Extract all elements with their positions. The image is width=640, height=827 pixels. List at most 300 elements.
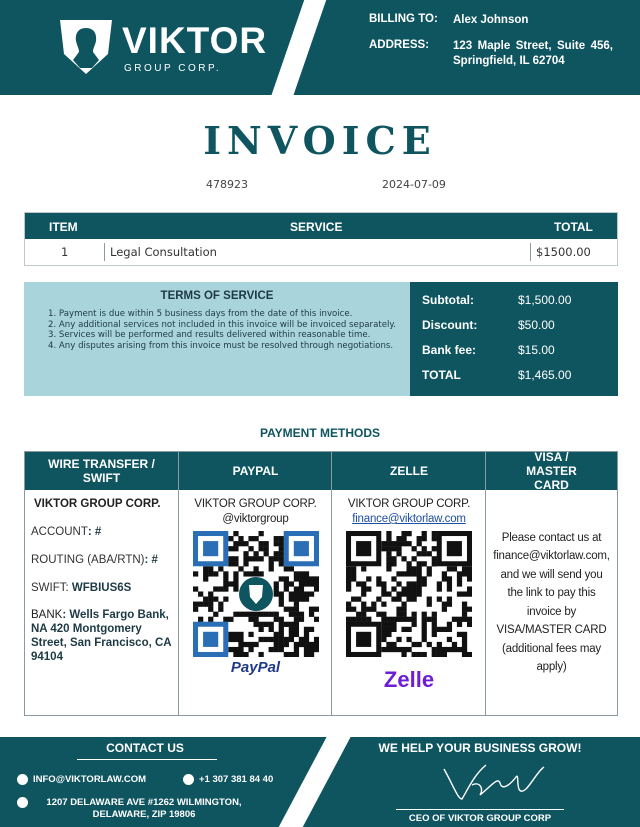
qr-module (228, 561, 233, 566)
qr-module (308, 576, 313, 581)
zelle-email-link[interactable]: finance@viktorlaw.com (352, 513, 466, 525)
qr-module (401, 541, 406, 546)
qr-module (208, 617, 213, 622)
qr-module (248, 571, 253, 576)
qr-module (457, 591, 462, 596)
qr-finder (356, 632, 371, 647)
qr-module (462, 591, 467, 596)
qr-module (303, 652, 308, 657)
subtotal-label: Subtotal: (422, 293, 474, 307)
qr-module (268, 637, 273, 642)
qr-module (288, 566, 293, 571)
qr-module (273, 586, 278, 591)
service-name: Legal Consultation (110, 245, 217, 259)
qr-module (391, 627, 396, 632)
qr-module (386, 546, 391, 551)
qr-module (447, 627, 452, 632)
qr-module (396, 581, 401, 586)
qr-module (457, 617, 462, 622)
qr-module (386, 617, 391, 622)
qr-module (248, 617, 253, 622)
qr-module (346, 581, 351, 586)
qr-module (366, 576, 371, 581)
invoice-header (0, 0, 640, 95)
qr-module (381, 647, 386, 652)
visa-header: VISA / MASTER CARD (526, 450, 577, 492)
qr-module (401, 652, 406, 657)
qr-module (233, 652, 238, 657)
qr-module (396, 546, 401, 551)
qr-module (278, 627, 283, 632)
qr-module (288, 622, 293, 627)
qr-module (361, 586, 366, 591)
bank-value: : Wells Fargo Bank, NA 420 Montgomery Street, San Francisco, CA 94104 (31, 609, 172, 663)
qr-module (258, 546, 263, 551)
contact-title: CONTACT US (106, 741, 184, 755)
qr-module (278, 602, 283, 607)
qr-module (412, 642, 417, 647)
qr-module (278, 632, 283, 637)
qr-module (422, 632, 427, 637)
qr-module (193, 586, 198, 591)
qr-module (313, 637, 318, 642)
qr-module (401, 571, 406, 576)
account-line (31, 526, 101, 538)
qr-module (278, 561, 283, 566)
qr-module (253, 566, 258, 571)
qr-module (391, 556, 396, 561)
qr-module (233, 561, 238, 566)
qr-module (298, 591, 303, 596)
account-value: : # (87, 526, 102, 538)
qr-module (396, 647, 401, 652)
qr-module (447, 637, 452, 642)
qr-module (406, 571, 411, 576)
qr-module (228, 581, 233, 586)
qr-module (381, 637, 386, 642)
qr-module (303, 571, 308, 576)
qr-module (233, 586, 238, 591)
qr-module (452, 642, 457, 647)
qr-module (268, 561, 273, 566)
qr-module (432, 647, 437, 652)
qr-module (437, 652, 442, 657)
qr-module (422, 617, 427, 622)
qr-module (228, 536, 233, 541)
qr-module (253, 556, 258, 561)
qr-module (467, 607, 472, 612)
visa-text: Please contact us at finance@viktorlaw.com, and we will send you the link to pay this invoice by VISA/MASTER CARD (additional fees may apply) (493, 531, 610, 673)
qr-module (303, 597, 308, 602)
qr-module (218, 607, 223, 612)
qr-module (218, 586, 223, 591)
footer-email[interactable]: INFO@VIKTORLAW.COM (33, 774, 147, 785)
qr-module (422, 637, 427, 642)
qr-module (386, 541, 391, 546)
qr-module (268, 612, 273, 617)
qr-module (253, 536, 258, 541)
qr-module (278, 647, 283, 652)
paypal-handle: @viktorgroup (222, 513, 289, 525)
routing-value: : # (144, 554, 158, 566)
qr-module (432, 536, 437, 541)
qr-module (427, 642, 432, 647)
qr-module (381, 591, 386, 596)
zelle-header: ZELLE (390, 464, 428, 478)
qr-module (263, 612, 268, 617)
qr-module (432, 556, 437, 561)
qr-module (273, 647, 278, 652)
qr-module (406, 597, 411, 602)
qr-module (243, 642, 248, 647)
qr-module (278, 541, 283, 546)
qr-module (223, 597, 228, 602)
email-icon (17, 774, 28, 785)
qr-module (273, 581, 278, 586)
qr-module (313, 647, 318, 652)
qr-module (303, 647, 308, 652)
qr-module (346, 617, 351, 622)
qr-module (467, 566, 472, 571)
qr-module (213, 586, 218, 591)
qr-module (452, 617, 457, 622)
qr-module (293, 607, 298, 612)
qr-module (238, 647, 243, 652)
list-item: 4. Any disputes arising from this invoice must be resolved through negotiations. (48, 340, 394, 351)
qr-module (303, 581, 308, 586)
qr-module (371, 602, 376, 607)
qr-module (437, 642, 442, 647)
qr-module (258, 627, 263, 632)
bankfee-value: $15.00 (518, 343, 555, 357)
qr-module (432, 627, 437, 632)
qr-module (228, 637, 233, 642)
qr-module (417, 551, 422, 556)
qr-module (278, 642, 283, 647)
discount-value: $50.00 (518, 318, 555, 332)
payment-header-row (25, 452, 617, 490)
qr-module (457, 622, 462, 627)
qr-module (313, 642, 318, 647)
qr-module (243, 571, 248, 576)
zelle-qr-code[interactable] (346, 531, 472, 657)
paypal-qr-code[interactable] (193, 531, 319, 657)
qr-module (457, 576, 462, 581)
qr-module (356, 617, 361, 622)
qr-module (263, 541, 268, 546)
qr-module (283, 637, 288, 642)
qr-module (391, 642, 396, 647)
qr-module (198, 617, 203, 622)
qr-module (308, 607, 313, 612)
qr-module (462, 642, 467, 647)
qr-module (467, 622, 472, 627)
qr-module (238, 637, 243, 642)
qr-module (293, 571, 298, 576)
qr-module (366, 607, 371, 612)
qr-module (361, 566, 366, 571)
qr-module (278, 597, 283, 602)
qr-module (417, 541, 422, 546)
qr-module (278, 551, 283, 556)
qr-module (288, 652, 293, 657)
qr-module (351, 576, 356, 581)
qr-module (198, 591, 203, 596)
qr-module (422, 581, 427, 586)
qr-module (381, 581, 386, 586)
qr-module (298, 617, 303, 622)
qr-module (467, 586, 472, 591)
qr-finder (203, 541, 218, 556)
qr-module (371, 607, 376, 612)
qr-module (233, 541, 238, 546)
qr-module (248, 536, 253, 541)
bankfee-label: Bank fee: (422, 343, 477, 357)
qr-module (447, 602, 452, 607)
qr-module (452, 566, 457, 571)
qr-module (283, 642, 288, 647)
qr-module (437, 586, 442, 591)
qr-module (203, 602, 208, 607)
qr-module (293, 612, 298, 617)
qr-module (313, 617, 318, 622)
qr-module (381, 541, 386, 546)
qr-module (396, 541, 401, 546)
qr-module (351, 607, 356, 612)
qr-module (386, 561, 391, 566)
qr-module (442, 571, 447, 576)
qr-module (366, 586, 371, 591)
qr-module (417, 642, 422, 647)
cell-divider (104, 243, 105, 261)
qr-module (248, 612, 253, 617)
qr-module (406, 541, 411, 546)
signature-line (396, 809, 564, 810)
qr-module (288, 607, 293, 612)
qr-module (351, 566, 356, 571)
qr-module (376, 612, 381, 617)
qr-module (432, 632, 437, 637)
qr-module (278, 591, 283, 596)
items-table (24, 212, 618, 266)
qr-module (417, 586, 422, 591)
qr-module (273, 536, 278, 541)
qr-module (391, 622, 396, 627)
qr-module (381, 586, 386, 591)
qr-module (223, 586, 228, 591)
qr-module (263, 551, 268, 556)
qr-module (258, 556, 263, 561)
qr-module (462, 612, 467, 617)
qr-module (253, 622, 258, 627)
qr-module (427, 617, 432, 622)
qr-module (417, 536, 422, 541)
qr-module (233, 647, 238, 652)
qr-finder (293, 541, 308, 556)
qr-module (386, 647, 391, 652)
viktor-shield-icon (56, 16, 116, 76)
qr-module (462, 602, 467, 607)
qr-module (462, 607, 467, 612)
swift-line (31, 582, 131, 594)
qr-module (273, 591, 278, 596)
payment-methods-table (24, 451, 618, 716)
qr-module (366, 617, 371, 622)
subtotal-value: $1,500.00 (518, 293, 572, 307)
qr-module (427, 571, 432, 576)
qr-module (401, 612, 406, 617)
qr-module (233, 531, 238, 536)
qr-module (228, 617, 233, 622)
qr-module (396, 591, 401, 596)
invoice-footer (0, 737, 640, 827)
qr-module (432, 612, 437, 617)
qr-module (417, 571, 422, 576)
qr-module (193, 571, 198, 576)
qr-module (401, 536, 406, 541)
qr-module (422, 576, 427, 581)
qr-module (346, 566, 351, 571)
qr-module (278, 622, 283, 627)
qr-module (381, 632, 386, 637)
qr-module (406, 647, 411, 652)
qr-module (248, 642, 253, 647)
qr-module (422, 546, 427, 551)
qr-module (253, 617, 258, 622)
qr-module (273, 642, 278, 647)
qr-module (293, 627, 298, 632)
qr-module (203, 597, 208, 602)
qr-module (447, 647, 452, 652)
qr-module (432, 617, 437, 622)
qr-module (361, 612, 366, 617)
qr-module (298, 586, 303, 591)
qr-module (406, 531, 411, 536)
qr-module (293, 586, 298, 591)
qr-finder (356, 541, 371, 556)
qr-module (391, 617, 396, 622)
qr-module (447, 581, 452, 586)
item-number: 1 (61, 245, 69, 259)
qr-module (412, 566, 417, 571)
qr-module (303, 576, 308, 581)
qr-module (462, 617, 467, 622)
qr-module (412, 571, 417, 576)
ceo-signature (440, 759, 550, 805)
item-total: $1500.00 (536, 245, 591, 259)
qr-module (248, 556, 253, 561)
qr-module (253, 551, 258, 556)
qr-module (396, 612, 401, 617)
qr-module (346, 576, 351, 581)
qr-module (462, 632, 467, 637)
header-divider-stripe (266, 0, 329, 95)
qr-module (406, 627, 411, 632)
qr-module (268, 622, 273, 627)
qr-module (427, 602, 432, 607)
qr-module (467, 571, 472, 576)
billing-to-value: Alex Johnson (453, 14, 529, 26)
item-column-header: ITEM (49, 220, 78, 234)
account-label: ACCOUNT (31, 526, 88, 538)
qr-module (308, 652, 313, 657)
qr-module (417, 561, 422, 566)
list-item: 3. Services will be performed and results delivered within reasonable time. (48, 330, 371, 341)
qr-module (386, 556, 391, 561)
qr-module (462, 652, 467, 657)
qr-module (293, 642, 298, 647)
qr-module (452, 647, 457, 652)
qr-module (422, 612, 427, 617)
qr-module (223, 571, 228, 576)
qr-module (442, 607, 447, 612)
qr-module (203, 571, 208, 576)
qr-module (406, 586, 411, 591)
qr-module (298, 637, 303, 642)
qr-module (193, 602, 198, 607)
qr-module (238, 612, 243, 617)
qr-module (391, 586, 396, 591)
qr-module (442, 576, 447, 581)
qr-module (283, 566, 288, 571)
qr-module (203, 566, 208, 571)
qr-module (278, 556, 283, 561)
qr-module (243, 612, 248, 617)
qr-module (386, 536, 391, 541)
qr-module (381, 546, 386, 551)
qr-module (223, 581, 228, 586)
qr-module (303, 591, 308, 596)
qr-module (298, 642, 303, 647)
footer-phone[interactable]: +1 307 381 84 40 (199, 774, 274, 785)
qr-module (243, 541, 248, 546)
qr-module (288, 637, 293, 642)
qr-module (386, 622, 391, 627)
qr-module (293, 622, 298, 627)
qr-module (278, 617, 283, 622)
qr-module (361, 607, 366, 612)
list-item: 2. Any additional services not included in this invoice will be invoiced separately. (48, 319, 396, 330)
qr-module (263, 546, 268, 551)
qr-module (412, 546, 417, 551)
qr-module (253, 571, 258, 576)
qr-module (213, 612, 218, 617)
qr-module (303, 627, 308, 632)
qr-module (422, 536, 427, 541)
qr-module (401, 607, 406, 612)
qr-module (298, 612, 303, 617)
qr-module (346, 607, 351, 612)
qr-module (381, 622, 386, 627)
qr-module (437, 581, 442, 586)
qr-module (356, 597, 361, 602)
company-subtitle: GROUP CORP. (124, 63, 222, 74)
qr-module (401, 531, 406, 536)
qr-finder (447, 541, 462, 556)
billing-info (369, 13, 619, 65)
qr-module (406, 581, 411, 586)
service-column-header: SERVICE (290, 220, 343, 234)
table-row (25, 239, 617, 265)
qr-module (238, 642, 243, 647)
discount-label: Discount: (422, 318, 478, 332)
ceo-title: CEO OF VIKTOR GROUP CORP (408, 813, 552, 824)
qr-module (462, 566, 467, 571)
qr-module (258, 531, 263, 536)
wire-header: WIRE TRANSFER / SWIFT (48, 457, 155, 485)
qr-module (447, 586, 452, 591)
zelle-company: VIKTOR GROUP CORP. (347, 498, 471, 510)
